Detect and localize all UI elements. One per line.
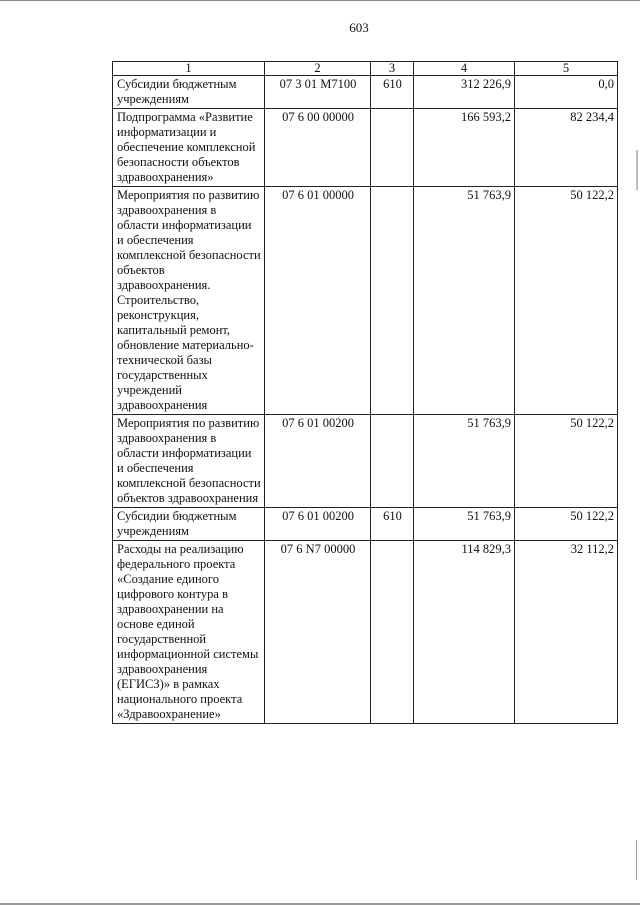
row-value-4: 166 593,2 bbox=[414, 109, 515, 187]
row-value-4: 114 829,3 bbox=[414, 541, 515, 724]
row-name: Мероприятия по развитию здравоохранения в области информатизации и обеспечения комплексной безопасности объектов здравоохранения. Строительство, реконструкция, капитальный ремонт, обновление материально-технической базы государственных учреждений здравоохранения bbox=[113, 187, 265, 415]
row-value-5: 50 122,2 bbox=[515, 187, 618, 415]
row-value-5: 0,0 bbox=[515, 76, 618, 109]
row-name: Субсидии бюджетным учреждениям bbox=[113, 76, 265, 109]
scan-edge-mark bbox=[636, 840, 637, 880]
scan-edge-mark bbox=[636, 150, 638, 190]
table-row bbox=[113, 541, 618, 724]
row-type bbox=[371, 415, 414, 508]
table-header-row bbox=[113, 62, 618, 76]
row-code: 07 6 01 00000 bbox=[265, 187, 371, 415]
table-row bbox=[113, 508, 618, 541]
table-row bbox=[113, 187, 618, 415]
row-value-4: 51 763,9 bbox=[414, 415, 515, 508]
scan-edge-bottom bbox=[0, 899, 640, 905]
row-code: 07 6 01 00200 bbox=[265, 508, 371, 541]
row-name: Субсидии бюджетным учреждениям bbox=[113, 508, 265, 541]
row-value-5: 32 112,2 bbox=[515, 541, 618, 724]
column-header: 5 bbox=[515, 62, 618, 76]
row-type: 610 bbox=[371, 76, 414, 109]
scan-edge-top bbox=[0, 0, 640, 7]
column-header: 2 bbox=[265, 62, 371, 76]
row-code: 07 3 01 М7100 bbox=[265, 76, 371, 109]
column-header: 1 bbox=[113, 62, 265, 76]
table-row bbox=[113, 76, 618, 109]
row-code: 07 6 01 00200 bbox=[265, 415, 371, 508]
row-type bbox=[371, 187, 414, 415]
budget-table bbox=[112, 61, 618, 724]
table-row bbox=[113, 109, 618, 187]
page-number: 603 bbox=[349, 20, 369, 35]
row-type bbox=[371, 541, 414, 724]
row-type bbox=[371, 109, 414, 187]
table-row bbox=[113, 415, 618, 508]
row-value-4: 51 763,9 bbox=[414, 508, 515, 541]
row-value-5: 50 122,2 bbox=[515, 508, 618, 541]
row-type: 610 bbox=[371, 508, 414, 541]
column-header: 3 bbox=[371, 62, 414, 76]
row-code: 07 6 N7 00000 bbox=[265, 541, 371, 724]
column-header: 4 bbox=[414, 62, 515, 76]
row-name: Подпрограмма «Развитие информатизации и обеспечение комплексной безопасности объектов здравоохранения» bbox=[113, 109, 265, 187]
row-value-5: 50 122,2 bbox=[515, 415, 618, 508]
row-code: 07 6 00 00000 bbox=[265, 109, 371, 187]
row-value-5: 82 234,4 bbox=[515, 109, 618, 187]
row-value-4: 51 763,9 bbox=[414, 187, 515, 415]
row-value-4: 312 226,9 bbox=[414, 76, 515, 109]
row-name: Расходы на реализацию федерального проекта «Создание единого цифрового контура в здравоохранении на основе единой государственной информационной системы здравоохранения (ЕГИСЗ)» в рамках национального проекта «Здравоохранение» bbox=[113, 541, 265, 724]
row-name: Мероприятия по развитию здравоохранения в области информатизации и обеспечения комплексной безопасности объектов здравоохранения bbox=[113, 415, 265, 508]
